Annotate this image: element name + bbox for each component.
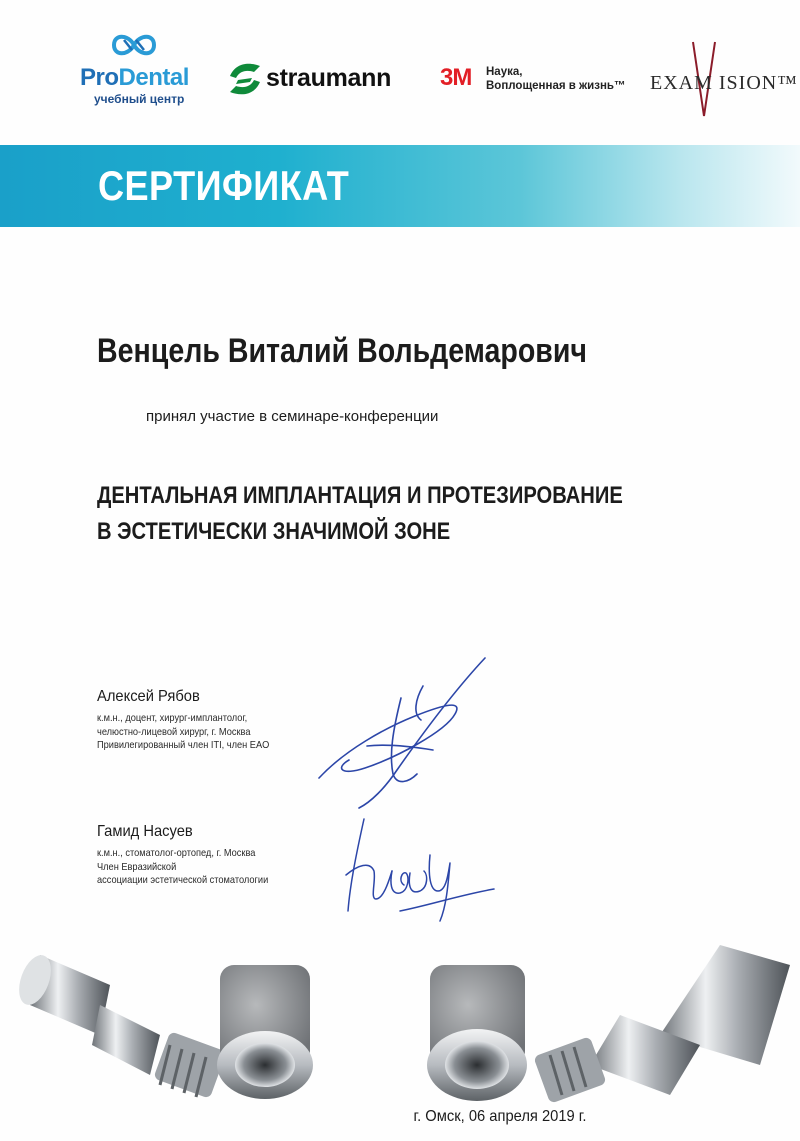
threem-logo [440, 62, 635, 102]
signature-2-image [330, 815, 500, 925]
examvision-text: EXAM ISION™ [650, 72, 798, 94]
signatory-2-detail-1: к.м.н., стоматолог-ортопед, г. Москва [97, 847, 256, 859]
place-date [0, 1108, 800, 1126]
threem-mark: 3M [440, 64, 472, 91]
place-date-text: г. Омск, 06 апреля 2019 г. [413, 1108, 587, 1125]
prodental-name-pro: Pro [80, 64, 119, 91]
prodental-name-dental: Dental [118, 64, 189, 91]
signature-1-image [305, 650, 505, 820]
dental-implants-photo [0, 945, 800, 1115]
prodental-logo [80, 30, 190, 110]
title-banner [0, 145, 800, 227]
certificate-title: СЕРТИФИКАТ [98, 162, 350, 209]
straumann-mark-icon [228, 60, 262, 98]
signatory-1 [97, 688, 293, 753]
straumann-name: straumann [266, 64, 392, 92]
threem-tagline [486, 65, 625, 93]
prodental-subtitle: учебный центр [94, 92, 185, 106]
signatory-2-name: Гамид Насуев [97, 823, 193, 840]
signatory-1-name: Алексей Рябов [97, 688, 200, 705]
prodental-infinity-icon [106, 30, 162, 60]
signatory-2-detail-2: Член Евразийской [97, 860, 177, 873]
signatory-1-detail-3: Привилегированный член ITI, член EAO [97, 739, 270, 751]
prodental-name [80, 64, 189, 92]
straumann-logo [228, 60, 413, 104]
event-title [97, 478, 623, 550]
signatory-1-detail-1: к.м.н., доцент, хирург-имплантолог, [97, 712, 248, 724]
event-title-line1: ДЕНТАЛЬНАЯ ИМПЛАНТАЦИЯ И ПРОТЕЗИРОВАНИЕ [97, 482, 623, 509]
threem-tagline-line2: Воплощенная в жизнь™ [486, 80, 626, 92]
participation-text: принял участие в семинаре-конференции [146, 408, 439, 425]
signatory-2 [97, 823, 292, 888]
signatory-1-detail-2: челюстно-лицевой хирург, г. Москва [97, 725, 251, 738]
threem-tagline-line1: Наука, [486, 66, 523, 78]
examvision-logo [650, 40, 798, 120]
event-title-line2: В ЭСТЕТИЧЕСКИ ЗНАЧИМОЙ ЗОНЕ [97, 518, 451, 545]
recipient-name: Венцель Виталий Вольдемарович [97, 332, 588, 370]
signatory-2-detail-3: ассоциации эстетической стоматологии [97, 874, 269, 886]
